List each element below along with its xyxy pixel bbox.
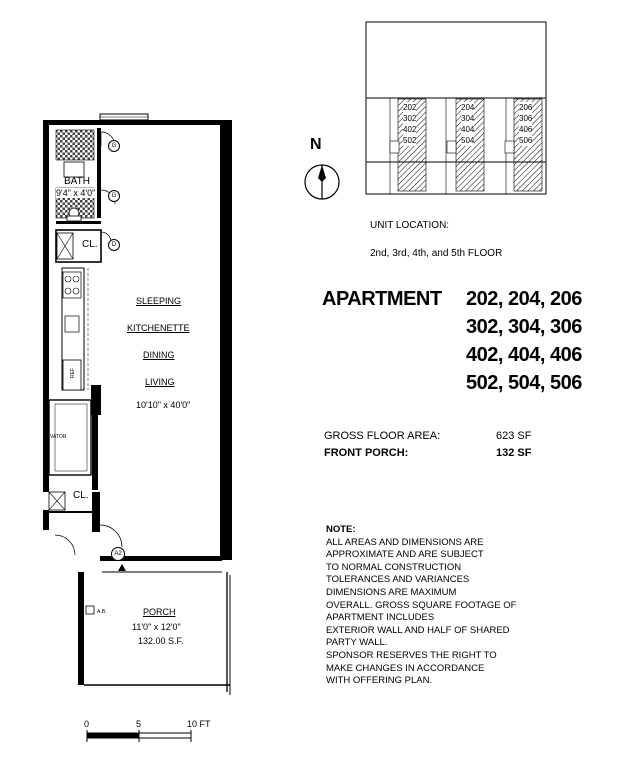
unit-304: 304 — [461, 114, 475, 123]
bath-dimension: 9'4" x 4'0" — [56, 188, 96, 198]
apartment-title: APARTMENT — [322, 288, 442, 310]
note-line: TOLERANCES AND VARIANCES — [326, 574, 470, 586]
apartment-line-3: 402, 404, 406 — [466, 344, 582, 366]
front-porch-value: 132 SF — [496, 447, 532, 459]
apartment-line-1: 202, 204, 206 — [466, 288, 582, 310]
unit-506: 506 — [519, 136, 533, 145]
unit-206: 206 — [519, 103, 533, 112]
door-tag-3 — [108, 239, 120, 251]
unit-402: 402 — [403, 125, 417, 134]
door-tag-2 — [108, 190, 120, 202]
unit-location-label: UNIT LOCATION: — [370, 220, 450, 231]
note-line: MAKE CHANGES IN ACCORDANCE — [326, 662, 485, 674]
unit-306: 306 — [519, 114, 533, 123]
vator-label: VATOR — [50, 434, 67, 440]
note-title: NOTE: — [326, 524, 356, 535]
scale-bar — [87, 730, 191, 742]
unit-202: 202 — [403, 103, 417, 112]
door-tag-4-label: A2 — [114, 551, 122, 557]
apartment-line-2: 302, 304, 306 — [466, 316, 582, 338]
kitchenette-label: KITCHENETTE — [127, 323, 190, 333]
floors-label: 2nd, 3rd, 4th, and 5th FLOOR — [370, 248, 503, 259]
scale-ten: 10 FT — [187, 719, 211, 729]
note-line: OVERALL. GROSS SQUARE FOOTAGE OF — [326, 599, 517, 611]
door-tag-2-label: G — [111, 193, 117, 199]
note-line: TO NORMAL CONSTRUCTION — [326, 561, 462, 573]
unit-302: 302 — [403, 114, 417, 123]
ref-label: REF — [70, 368, 76, 378]
note-line: PARTY WALL. — [326, 637, 388, 649]
dining-label: DINING — [143, 350, 175, 360]
sleeping-label: SLEEPING — [136, 296, 182, 306]
closet-upper-label: CL. — [82, 239, 98, 250]
porch-outline — [78, 572, 230, 695]
note-line: SPONSOR RESERVES THE RIGHT TO — [326, 649, 497, 661]
scale-zero: 0 — [84, 719, 90, 729]
note-block — [326, 524, 586, 688]
closet-lower-label: CL. — [73, 490, 89, 501]
top-window — [100, 114, 148, 120]
living-label: LIVING — [145, 377, 175, 387]
unit-204: 204 — [461, 103, 475, 112]
gross-floor-area-value: 623 SF — [496, 430, 532, 442]
unit-502: 502 — [403, 136, 417, 145]
gross-floor-area-label: GROSS FLOOR AREA: — [324, 430, 441, 442]
porch-dimension: 11'0" x 12'0" — [132, 622, 181, 632]
note-line: DIMENSIONS ARE MAXIMUM — [326, 586, 457, 598]
apartment-line-4: 502, 504, 506 — [466, 372, 582, 394]
note-line: EXTERIOR WALL AND HALF OF SHARED — [326, 624, 510, 636]
key-plan-column-3 — [519, 102, 532, 146]
door-tag-1-label: G — [111, 143, 117, 149]
porch-area: 132.00 S.F. — [138, 636, 184, 646]
main-room-dimension: 10'10" x 40'0" — [136, 400, 191, 410]
scale-five: 5 — [136, 719, 142, 729]
front-porch-label: FRONT PORCH: — [324, 447, 409, 459]
note-line: APPROXIMATE AND ARE SUBJECT — [326, 549, 484, 561]
north-arrow — [305, 165, 339, 199]
bath-label: BATH — [64, 176, 90, 187]
porch-label: PORCH — [143, 607, 176, 617]
ab-label: A.B. — [97, 609, 107, 615]
north-label: N — [310, 136, 322, 153]
entrance-marker — [118, 564, 126, 571]
note-line: APARTMENT INCLUDES — [326, 612, 435, 624]
key-plan-column-2 — [461, 102, 474, 146]
note-line: WITH OFFERING PLAN. — [326, 675, 433, 687]
door-tag-1 — [108, 140, 120, 152]
unit-406: 406 — [519, 125, 533, 134]
unit-504: 504 — [461, 136, 475, 145]
door-tag-3-label: D — [111, 242, 117, 248]
key-plan-column-1 — [403, 102, 416, 146]
unit-404: 404 — [461, 125, 475, 134]
door-tag-4 — [111, 547, 125, 561]
note-line: ALL AREAS AND DIMENSIONS ARE — [326, 536, 484, 548]
